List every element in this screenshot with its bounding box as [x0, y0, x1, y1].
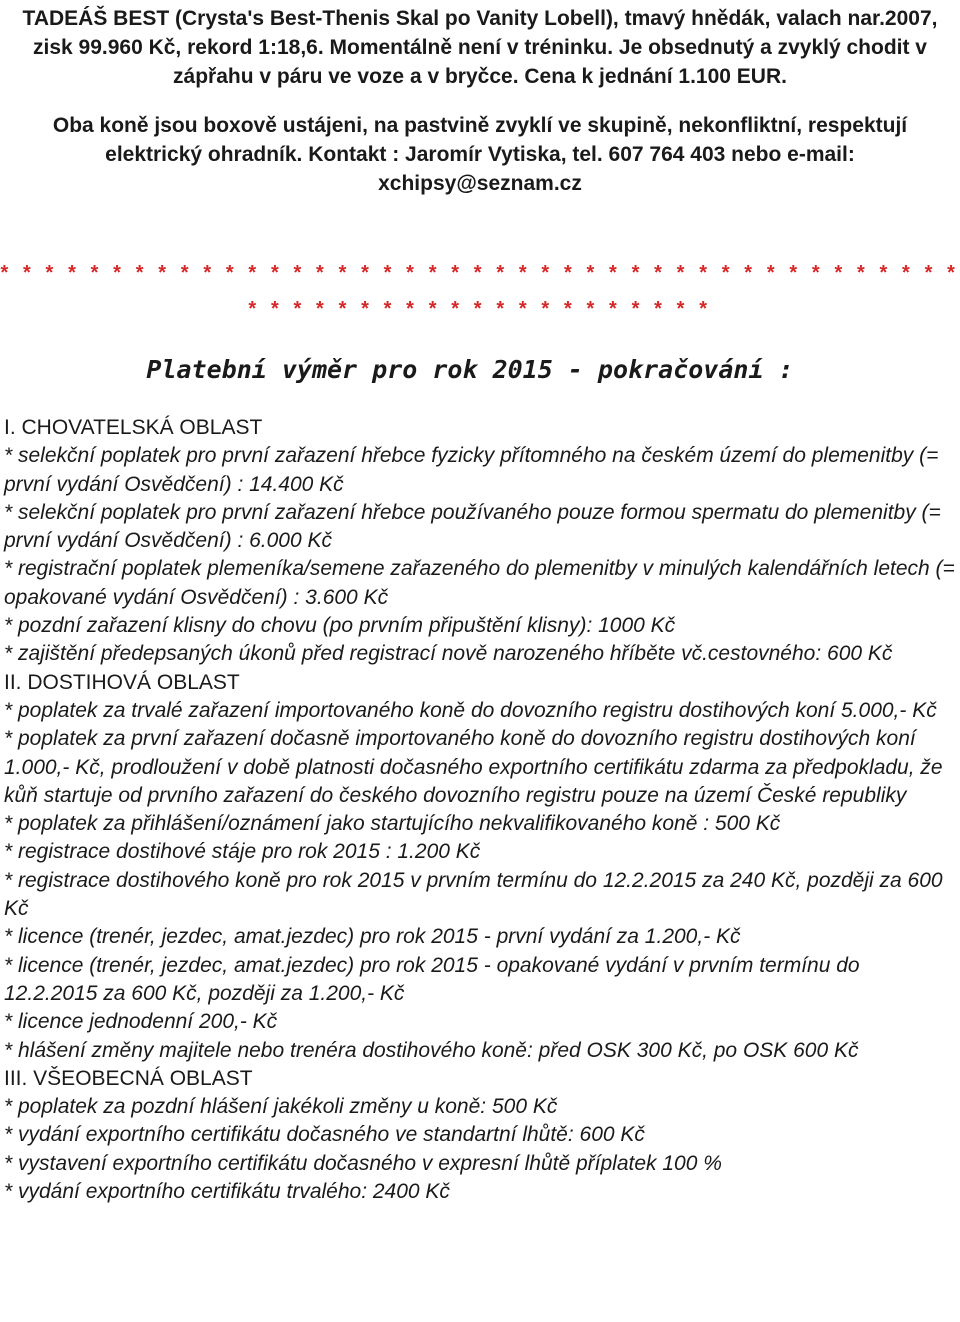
list-item: * selekční poplatek pro první zařazení hřebce fyzicky přítomného na českém území do plemenitby (= první vydání Osvědčení) : 14.400 Kč — [4, 444, 939, 496]
list-item: * licence (trenér, jezdec, amat.jezdec) pro rok 2015 - opakované vydání v prvním termínu do 12.2.2015 za 600 Kč, později za 1.200,- Kč — [4, 953, 860, 1005]
section-heading-breeding: I. CHOVATELSKÁ OBLAST — [4, 416, 263, 439]
list-item: * poplatek za trvalé zařazení importovaného koně do dovozního registru dostihových koní 5.000,- Kč — [4, 698, 937, 722]
list-item: * registrace dostihové stáje pro rok 2015 : 1.200 Kč — [4, 840, 481, 864]
list-item: * poplatek za první zařazení dočasně importovaného koně do dovozního registru dostihových koní 1.000,- Kč, prodloužení v době platnosti dočasného exportního certifikátu zdarma za předpokladu, že kůň startuje od prvního zařazení do českého dovozního registru pouze na území České republiky — [4, 727, 943, 807]
page-title: Platební výměr pro rok 2015 - pokračování : — [146, 355, 794, 384]
fee-list — [4, 414, 956, 1206]
contact-paragraph: Oba koně jsou boxově ustájeni, na pastvině zvyklí ve skupině, nekonfliktní, respektují elektrický ohradník. Kontakt : Jaromír Vytiska, tel. 607 764 403 nebo e-mail: xchipsy@seznam.cz — [52, 114, 908, 195]
list-item: * vydání exportního certifikátu dočasného ve standartní lhůtě: 600 Kč — [4, 1123, 645, 1147]
list-item: * registrační poplatek plemeníka/semene zařazeného do plemenitby v minulých kalendářních letech (= opakované vydání Osvědčení) : 3.600 Kč — [4, 557, 955, 609]
horse-offer-paragraph: TADEÁŠ BEST (Crysta's Best-Thenis Skal po Vanity Lobell), tmavý hnědák, valach nar.2007, zisk 99.960 Kč, rekord 1:18,6. Momentálně není v tréninku. Je obsednutý a zvyklý chodit v zápřahu v páru ve voze a v bryčce. Cena k jednání 1.100 EUR. — [22, 7, 938, 88]
list-item: * hlášení změny majitele nebo trenéra dostihového koně: před OSK 300 Kč, po OSK 600 Kč — [4, 1038, 859, 1062]
section-heading-racing: II. DOSTIHOVÁ OBLAST — [4, 670, 240, 694]
section-heading-general: III. VŠEOBECNÁ OBLAST — [4, 1066, 253, 1090]
star-separator: * * * * * * * * * * * * * * * * * * * * * * * * * * * * * * * * * * * * * * * * * * * * * * * * * * * * * * * * * * * * * * * * — [0, 262, 960, 320]
list-item: * pozdní zařazení klisny do chovu (po prvním připuštění klisny): 1000 Kč — [4, 614, 676, 638]
intro-block — [0, 4, 960, 198]
list-item: * zajištění předepsaných úkonů před registrací nově narozeného hříběte vč.cestovného: 600 Kč — [4, 642, 893, 666]
list-item: * poplatek za přihlášení/oznámení jako startujícího nekvalifikovaného koně : 500 Kč — [4, 812, 781, 836]
list-item: * vystavení exportního certifikátu dočasného v expresní lhůtě příplatek 100 % — [4, 1151, 722, 1175]
list-item: * licence (trenér, jezdec, amat.jezdec) pro rok 2015 - první vydání za 1.200,- Kč — [4, 925, 741, 949]
list-item: * selekční poplatek pro první zařazení hřebce používaného pouze formou spermatu do plemenitby (= první vydání Osvědčení) : 6.000 Kč — [4, 500, 941, 553]
list-item: * licence jednodenní 200,- Kč — [4, 1010, 278, 1034]
list-item: * vydání exportního certifikátu trvalého: 2400 Kč — [4, 1180, 450, 1204]
list-item: * registrace dostihového koně pro rok 2015 v prvním termínu do 12.2.2015 za 240 Kč, později za 600 Kč — [4, 868, 943, 921]
list-item: * poplatek za pozdní hlášení jakékoli změny u koně: 500 Kč — [4, 1095, 558, 1119]
